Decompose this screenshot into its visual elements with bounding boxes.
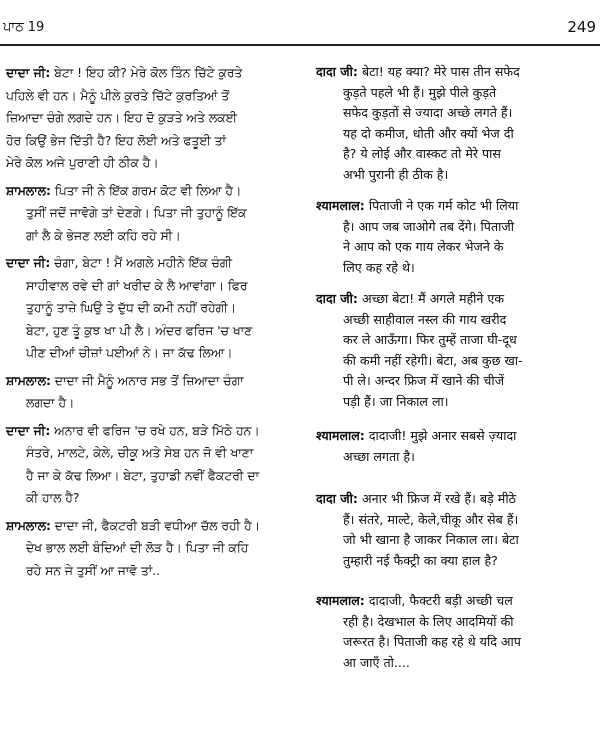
dialogue-line: आ जाएँ तो.... bbox=[343, 654, 410, 670]
dialogue-line: है। आप जब जाओगे तब देंगे। पिताजी bbox=[343, 218, 515, 234]
page-header bbox=[0, 14, 600, 44]
dialogue-line: की कमी नहीं रहेगी। बेटा, अब कुछ खा- bbox=[343, 352, 523, 368]
dialogue-line: ਦਾਦਾ ਜੀ ਮੈਨੂੰ ਅਨਾਰ ਸਭ ਤੋਂ ਜ਼ਿਆਦਾ ਚੰਗਾ bbox=[54, 373, 244, 388]
punjabi-dialogue-5 bbox=[6, 420, 306, 510]
speaker-label: दादा जी: bbox=[316, 64, 358, 79]
hindi-column bbox=[316, 62, 598, 673]
hindi-dialogue-3 bbox=[316, 289, 598, 412]
dialogue-line: हैं। संतरे, माल्टे, केले,चीकू और सेब हैं। bbox=[343, 511, 519, 527]
speaker-label: दादा जी: bbox=[316, 291, 358, 306]
hindi-dialogue-2 bbox=[316, 196, 598, 278]
dialogue-line: कर ले आऊँगा। फिर तुम्हें ताजा घी-दूध bbox=[343, 332, 517, 347]
hindi-dialogue-6 bbox=[316, 591, 598, 673]
dialogue-line: कुड़ते पहले भी हैं। मुझे पीले कुड़ते bbox=[343, 84, 497, 100]
dialogue-line: पिताजी ने एक गर्म कोट भी लिया bbox=[368, 198, 519, 213]
dialogue-line: ਦਾਦਾ ਜੀ, ਫੈਕਟਰੀ ਬੜੀ ਵਧੀਆ ਚੱਲ ਰਹੀ ਹੈ। bbox=[54, 518, 260, 533]
hindi-dialogue-1 bbox=[316, 62, 598, 185]
dialogue-line: यह दो कमीज, धोती और क्यों भेज दी bbox=[343, 125, 514, 141]
dialogue-line: ਦੇਖ ਭਾਲ ਲਈ ਬੰਦਿਆਂ ਦੀ ਲੋੜ ਹੈ। ਪਿਤਾ ਜੀ ਕਹਿ bbox=[26, 541, 249, 555]
dialogue-line: अभी पुरानी ही ठीक है। bbox=[343, 166, 449, 182]
dialogue-line: पड़ी हैं। जा निकाल ला। bbox=[343, 393, 449, 409]
dialogue-line: ਰਹੇ ਸਨ ਜੇ ਤੁਸੀਂ ਆ ਜਾਵੋ ਤਾਂ.. bbox=[26, 563, 161, 578]
dialogue-line: ਬੇਟਾ, ਹੁਣ ਤੂੰ ਕੁਝ ਖਾ ਪੀ ਲੈ। ਅੰਦਰ ਫਰਿਜ 'ਚ ਖਾਣ bbox=[26, 323, 253, 338]
dialogue-line: ਮੇਰੇ ਕੋਲ ਅਜੇ ਪੁਰਾਣੀ ਹੀ ਠੀਕ ਹੈ। bbox=[6, 156, 159, 170]
dialogue-line: अच्छा लगता है। bbox=[343, 448, 415, 464]
speaker-label: श्यामलाल: bbox=[316, 593, 365, 608]
speaker-label: ਸ਼ਾਮਲਾਲ: bbox=[6, 373, 51, 388]
speaker-label: श्यामलाल: bbox=[316, 428, 365, 443]
speaker-label: ਦਾਦਾ ਜੀ: bbox=[6, 256, 51, 270]
dialogue-line: ਪਿਤਾ ਜੀ ਨੇ ਇੱਕ ਗਰਮ ਕੋਟ ਵੀ ਲਿਆ ਹੈ। bbox=[54, 183, 242, 198]
dialogue-line: ਲਗਦਾ ਹੈ। bbox=[26, 396, 75, 410]
dialogue-line: बेटा! यह क्या? मेरे पास तीन सफेद bbox=[361, 64, 520, 79]
dialogue-line: दादाजी, फैक्टरी बड़ी अच्छी चल bbox=[368, 593, 513, 608]
dialogue-line: तुम्हारी नई फैक्ट्री का क्या हाल है? bbox=[343, 552, 498, 568]
speaker-label: ਸ਼ਾਮਲਾਲ: bbox=[6, 183, 51, 198]
punjabi-dialogue-1 bbox=[6, 62, 306, 175]
dialogue-line: ਕੀ ਹਾਲ ਹੈ? bbox=[26, 491, 80, 505]
dialogue-line: ਪੀਣ ਦੀਆਂ ਚੀਜ਼ਾਂ ਪਈਆਂ ਨੇ। ਜਾ ਕੱਢ ਲਿਆ। bbox=[26, 346, 233, 360]
punjabi-dialogue-2 bbox=[6, 180, 306, 248]
dialogue-line: ਪਹਿਲੇ ਵੀ ਹਨ। ਮੈਨੂੰ ਪੀਲੇ ਕੁਰਤੇ ਚਿੱਟੇ ਕੁਰਤਿਆਂ ਤੋਂ bbox=[6, 88, 230, 103]
punjabi-column bbox=[6, 62, 306, 582]
hindi-dialogue-4 bbox=[316, 426, 598, 467]
dialogue-line: पी ले। अन्दर फ्रिज में खाने की चीजें bbox=[343, 373, 505, 388]
dialogue-line: ने आप को एक गाय लेकर भेजने के bbox=[343, 239, 504, 254]
dialogue-line: ਚੰਗਾ, ਬੇਟਾ ! ਮੈਂ ਅਗਲੇ ਮਹੀਨੇ ਇੱਕ ਚੰਗੀ bbox=[54, 256, 232, 270]
dialogue-line: ਸੰਤਰੇ, ਮਾਲਟੇ, ਕੇਲੇ, ਚੀਕੂ ਅਤੇ ਸੇਬ ਹਨ ਜੋ ਵੀ ਖਾਣਾ bbox=[26, 446, 254, 460]
dialogue-line: जो भी खाना है जाकर निकाल ला। बेटा bbox=[343, 532, 519, 547]
hindi-dialogue-5 bbox=[316, 489, 598, 571]
punjabi-dialogue-3 bbox=[6, 252, 306, 365]
dialogue-line: रही है। देखभाल के लिए आदमियों की bbox=[343, 613, 514, 629]
header-divider bbox=[0, 44, 600, 46]
dialogue-line: दादाजी! मुझे अनार सबसे ज़्यादा bbox=[368, 428, 517, 443]
dialogue-line: ਹੈ ਜਾ ਕੇ ਕੱਢ ਲਿਆ। ਬੇਟਾ, ਤੁਹਾਡੀ ਨਵੀਂ ਫੈਕਟਰੀ ਦਾ bbox=[26, 468, 259, 483]
speaker-label: दादा जी: bbox=[316, 491, 358, 506]
page-number: 249 bbox=[567, 18, 596, 36]
dialogue-line: ਅਨਾਰ ਵੀ ਫਰਿਜ 'ਚ ਰਖੇ ਹਨ, ਬੜੇ ਮਿੱਠੇ ਹਨ। bbox=[54, 423, 260, 438]
dialogue-line: ਜ਼ਿਆਦਾ ਚੰਗੇ ਲਗਦੇ ਹਨ। ਇਹ ਦੋ ਕੁੜਤੇ ਅਤੇ ਲਕਈ bbox=[6, 111, 237, 125]
lesson-label: ਪਾਠ 19 bbox=[3, 20, 45, 35]
dialogue-line: ਬੇਟਾ ! ਇਹ ਕੀ? ਮੇਰੇ ਕੋਲ ਤਿੰਨ ਚਿੱਟੇ ਕੁਰਤੇ bbox=[54, 66, 243, 80]
speaker-label: ਦਾਦਾ ਜੀ: bbox=[6, 66, 51, 80]
dialogue-line: है? ये लोई और वास्कट तो मेरे पास bbox=[343, 146, 501, 161]
speaker-label: ਦਾਦਾ ਜੀ: bbox=[6, 423, 51, 438]
speaker-label: ਸ਼ਾਮਲਾਲ: bbox=[6, 518, 51, 533]
dialogue-line: अच्छा बेटा! मैं अगले महीने एक bbox=[361, 291, 505, 306]
dialogue-line: ਗਾਂ ਲੈ ਕੇ ਭੇਜਣ ਲਈ ਕਹਿ ਰਹੇ ਸੀ। bbox=[26, 228, 181, 243]
punjabi-dialogue-6 bbox=[6, 515, 306, 583]
punjabi-dialogue-4 bbox=[6, 370, 306, 415]
speaker-label: श्यामलाल: bbox=[316, 198, 365, 213]
dialogue-line: लिए कह रहे थे। bbox=[343, 259, 415, 275]
dialogue-line: अनार भी फ्रिज में रखे हैं। बड़े मीठे bbox=[361, 491, 516, 506]
dialogue-line: ਸਾਹੀਵਾਲ ਰਵੇ ਦੀ ਗਾਂ ਖਰੀਦ ਕੇ ਲੈ ਆਵਾਂਗਾ। ਫਿਰ bbox=[26, 278, 248, 293]
dialogue-line: ਤੁਸੀਂ ਜਦੋਂ ਜਾਵੋਗੇ ਤਾਂ ਦੇਣਗੇ। ਪਿਤਾ ਜੀ ਤੁਹਾਨੂੰ ਇੱਕ bbox=[26, 206, 247, 220]
dialogue-line: अच्छी साहीवाल नस्ल की गाय खरीद bbox=[343, 311, 507, 327]
dialogue-line: ਤੁਹਾਨੂੰ ਤਾਜ਼ੇ ਘਿਉ ਤੇ ਦੁੱਧ ਦੀ ਕਮੀ ਨਹੀਂ ਰਹੇਗੀ। bbox=[26, 301, 237, 315]
dialogue-line: जरूरत है। पिताजी कह रहे थे यदि आप bbox=[343, 634, 521, 649]
dialogue-line: ਹੋਰ ਕਿਉਂ ਭੇਜ ਦਿੱਤੀ ਹੈ? ਇਹ ਲੋਈ ਅਤੇ ਫਤੂਈ ਤਾਂ bbox=[6, 133, 226, 148]
dialogue-line: सफेद कुड़तों से ज्यादा अच्छे लगते हैं। bbox=[343, 105, 513, 120]
